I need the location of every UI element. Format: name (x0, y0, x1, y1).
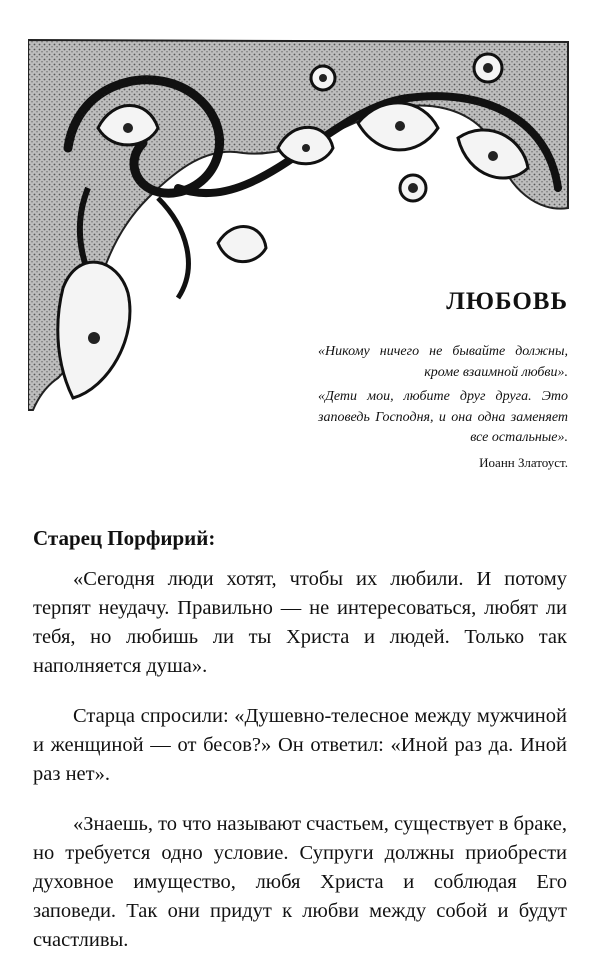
paragraph: «Сегодня люди хотят, чтобы их любили. И потому терпят неудачу. Правильно — не интересоваться, любят ли тебя, но любишь ли ты Христа и людей. Только так наполняется душа». (33, 568, 567, 677)
paragraph: Старца спросили: «Душевно-телесное между мужчиной и женщиной — от бесов?» Он ответил: «Иной раз да. Иной раз нет». (33, 705, 567, 785)
epigraph-quote: «Дети мои, любите друг друга. Это заповедь Господня, и она одна заменяет все остальные». (318, 389, 568, 445)
epigraph-quote: «Никому ничего не бывайте должны, кроме взаимной любви». (318, 344, 568, 380)
paragraph: «Знаешь, то что называют счастьем, существует в браке, но требуется одно условие. Супруги должны приобрести духовное имущество, любя Христа и соблюдая Его заповеди. Так они придут к любви между собой и будут счастливы. (33, 813, 567, 951)
body-text (33, 565, 567, 976)
speaker-name: Старец Порфирий: (33, 526, 216, 550)
chapter-title: ЛЮБОВЬ (446, 288, 568, 315)
epigraph (318, 342, 568, 473)
epigraph-author: Иоанн Златоуст. (479, 454, 568, 470)
